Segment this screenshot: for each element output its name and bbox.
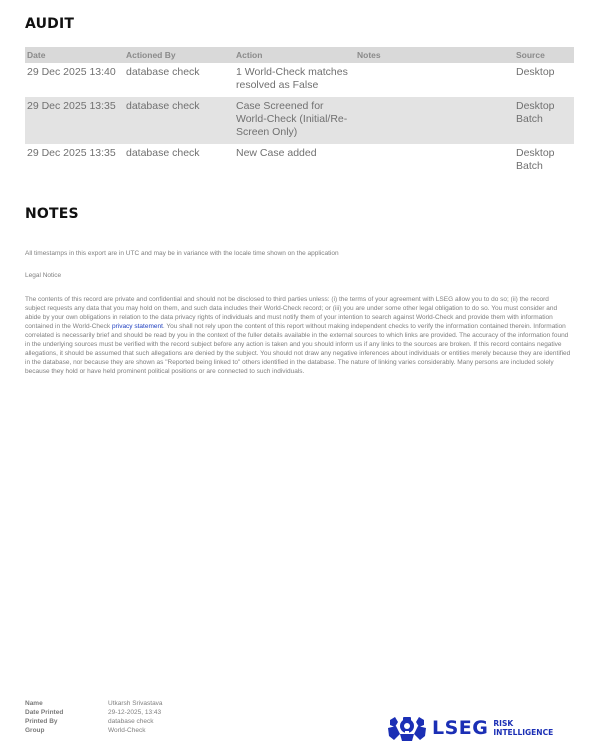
printed-by-label: Printed By bbox=[25, 718, 58, 725]
cell-action: Case Screened for World-Check (Initial/Re-Screen Only) bbox=[234, 97, 355, 144]
legal-notice-body bbox=[25, 295, 571, 376]
column-header-action: Action bbox=[234, 47, 355, 63]
audit-table bbox=[25, 47, 574, 178]
cell-source: Desktop Batch bbox=[514, 97, 574, 144]
group-value: World-Check bbox=[108, 727, 146, 734]
cell-date: 29 Dec 2025 13:35 bbox=[25, 97, 124, 144]
cell-notes bbox=[355, 97, 514, 144]
footer-row-date-printed bbox=[25, 708, 163, 717]
lseg-wordmark: LSEG bbox=[432, 717, 489, 739]
notes-title: NOTES bbox=[25, 206, 79, 222]
cell-actioned-by: database check bbox=[126, 147, 200, 159]
column-header-notes: Notes bbox=[355, 47, 514, 63]
table-row bbox=[25, 97, 574, 144]
cell-actioned-by: database check bbox=[126, 66, 200, 78]
name-label: Name bbox=[25, 700, 43, 707]
utc-note: All timestamps in this export are in UTC and may be in variance with the locale time shown on the application bbox=[25, 250, 339, 257]
risk-text: RISK bbox=[493, 719, 514, 728]
legal-body-text: The contents of this record are private and confidential and should not be disclosed to third parties unless: (i) the terms of your agreement with LSEG allow you to do so; (ii) the record subject requests any data that you may hold on them, and such data includes their World-Check record; or (iii) you are under some other legal obligation to do so. You must consider and abide by your own obligations in relation to the data privacy rights of individuals and must notify them of your intention to search against World-Check and provide them with information contained in the World-Check bbox=[25, 296, 558, 330]
group-label: Group bbox=[25, 727, 45, 734]
cell-action: 1 World-Check matches resolved as False bbox=[236, 66, 348, 91]
cell-actioned-by: database check bbox=[124, 97, 234, 144]
audit-title: AUDIT bbox=[25, 16, 75, 32]
risk-intelligence-wordmark bbox=[493, 719, 553, 737]
date-printed-value: 29-12-2025, 13:43 bbox=[108, 709, 162, 716]
cell-action: New Case added bbox=[236, 147, 317, 159]
table-row bbox=[25, 144, 574, 178]
cell-notes bbox=[355, 144, 514, 178]
column-header-date: Date bbox=[25, 47, 124, 63]
privacy-statement-link[interactable]: privacy statement bbox=[111, 323, 163, 330]
intelligence-text: INTELLIGENCE bbox=[493, 728, 554, 737]
lseg-crest-icon bbox=[386, 714, 428, 742]
cell-source: Desktop Batch bbox=[516, 147, 555, 172]
printed-by-value: database check bbox=[108, 718, 154, 725]
footer-row-name bbox=[25, 699, 163, 708]
column-header-actioned-by: Actioned By bbox=[124, 47, 234, 63]
column-header-source: Source bbox=[514, 47, 574, 63]
cell-notes bbox=[355, 63, 514, 97]
audit-header-row bbox=[25, 47, 574, 63]
table-row bbox=[25, 63, 574, 97]
legal-notice-label: Legal Notice bbox=[25, 272, 62, 279]
footer-row-printed-by bbox=[25, 717, 163, 726]
lseg-logo bbox=[386, 714, 566, 742]
cell-date: 29 Dec 2025 13:35 bbox=[27, 147, 116, 159]
date-printed-label: Date Printed bbox=[25, 709, 64, 716]
legal-body-text-continued: . You shall not rely upon the content of this report without making independent checks to verify the information contained therein. Information correlated is necessarily brief and should be read by you in the context of the fuller details available in the external sources to which links are provided. The accuracy of the information found in the underlying sources must be verified with the record subject before any action is taken and you should inform us if any links to the sources are broken. If this record contains negative allegations, it should be assumed that such allegations are denied by the subject. You should not draw any negative inferences about individuals or entities merely because they are identified in the database, nor because they are shown as "Reported being linked to" others identified in the database. The nature of linking varies considerably. Many persons are included solely because they hold or have held prominent political positions or are connected to such individuals. bbox=[25, 323, 571, 375]
name-value: Utkarsh Srivastava bbox=[108, 700, 163, 707]
cell-date: 29 Dec 2025 13:40 bbox=[27, 66, 116, 78]
footer-row-group bbox=[25, 726, 163, 735]
print-details bbox=[25, 699, 163, 735]
cell-source: Desktop bbox=[516, 66, 555, 78]
